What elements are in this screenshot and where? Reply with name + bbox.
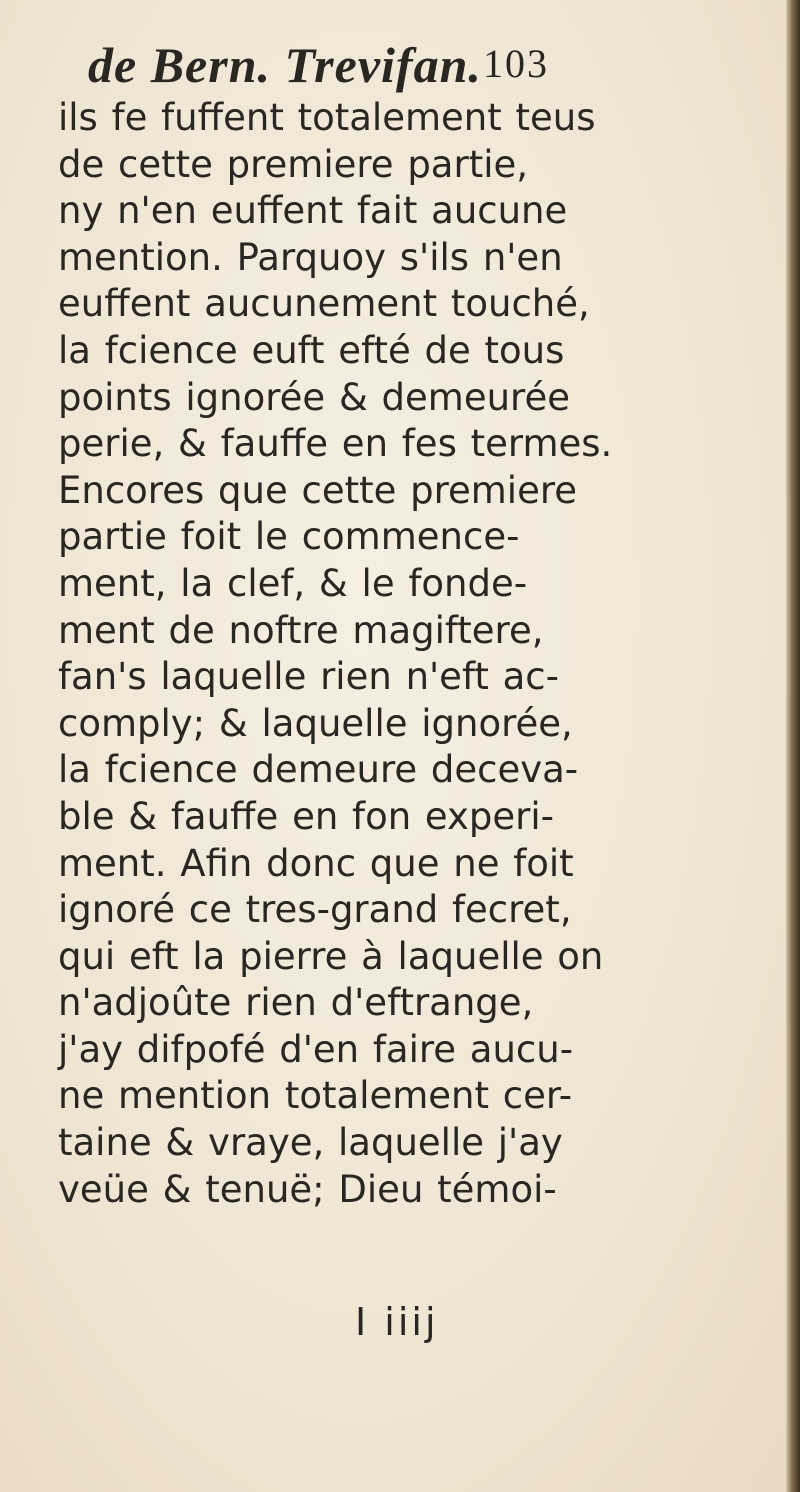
page-binding-edge xyxy=(786,0,800,1492)
text-line: n'adjoûte rien d'eftrange, xyxy=(58,981,534,1025)
text-line: fan's laquelle rien n'eft ac- xyxy=(58,655,559,699)
text-line: la fcience demeure deceva- xyxy=(58,748,579,792)
text-line: la fcience euft efté de tous xyxy=(58,328,565,372)
text-line: qui eft la pierre à laquelle on xyxy=(58,934,604,978)
running-head-title: de Bern. Trevifan. xyxy=(88,37,482,93)
text-line: ment de noftre magiftere, xyxy=(58,608,544,652)
signature-mark: I iiij xyxy=(355,1300,439,1344)
text-line: comply; & laquelle ignorée, xyxy=(58,701,573,745)
text-line: taine & vraye, laquelle j'ay xyxy=(58,1121,563,1165)
text-line: mention. Parquoy s'ils n'en xyxy=(58,235,563,279)
text-line: euffent aucunement touché, xyxy=(58,282,590,326)
text-line: ignoré ce tres-grand fecret, xyxy=(58,888,572,932)
text-line: veüe & tenuë; Dieu témoi- xyxy=(58,1167,557,1211)
text-line: perie, & fauffe en fes termes. xyxy=(58,422,613,466)
text-line: ils fe fuffent totalement teus xyxy=(58,96,596,139)
text-line: ment, la clef, & le fonde- xyxy=(58,561,528,605)
text-line: de cette premiere partie, xyxy=(58,142,528,186)
page-number: 103 xyxy=(483,41,549,86)
text-line: ble & fauffe en fon experi- xyxy=(58,794,555,838)
text-line: Encores que cette premiere xyxy=(58,468,578,512)
body-text xyxy=(58,95,613,1213)
text-line: partie foit le commence- xyxy=(58,515,520,559)
text-line: points ignorée & demeurée xyxy=(58,375,570,419)
text-line: j'ay difpofé d'en faire aucu- xyxy=(58,1027,574,1071)
text-line: ne mention totalement cer- xyxy=(58,1074,573,1118)
text-line: ment. Afin donc que ne foit xyxy=(58,841,574,885)
running-head xyxy=(0,36,800,96)
text-line: ny n'en euffent fait aucune xyxy=(58,189,568,233)
